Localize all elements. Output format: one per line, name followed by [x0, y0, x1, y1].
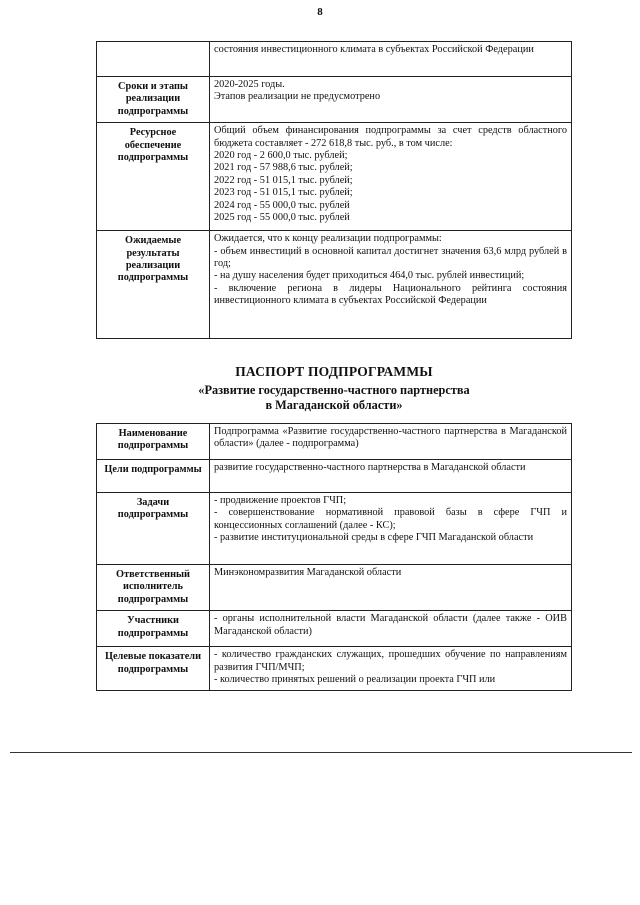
passport-heading: ПАСПОРТ ПОДПРОГРАММЫ — [235, 364, 433, 379]
passport-table-continued — [96, 41, 572, 339]
row-text-line: Этапов реализации не предусмотрено — [214, 91, 381, 103]
row-text-line: 2025 год - 55 000,0 тыс. рублей — [214, 212, 350, 224]
row-value — [210, 460, 572, 493]
table-row — [97, 424, 572, 460]
row-text-line: 2020-2025 годы. — [214, 79, 285, 90]
row-text-line: 2021 год - 57 988,6 тыс. рублей; — [214, 162, 353, 174]
row-value — [210, 42, 572, 77]
row-text-line: 2024 год - 55 000,0 тыс. рублей — [214, 199, 350, 211]
row-value — [210, 424, 572, 460]
section-title — [96, 364, 572, 412]
row-text-line: 2023 год - 51 015,1 тыс. рублей; — [214, 187, 353, 199]
table-row — [97, 611, 572, 647]
subprogram-title-line: в Магаданской области» — [265, 397, 403, 412]
row-label: Ожидаемые результаты реализации подпрограммы — [97, 231, 210, 339]
table-row — [97, 565, 572, 611]
row-text-line: Ожидается, что к концу реализации подпрограммы: — [214, 233, 442, 245]
row-label: Ответственный исполнитель подпрограммы — [97, 565, 210, 611]
row-label: Задачи подпрограммы — [97, 493, 210, 565]
row-text-line: - совершенствование нормативной правовой базы в сфере ГЧП и концессионных соглашений (далее - КС); — [214, 507, 567, 531]
row-text-line: Подпрограмма «Развитие государственно-частного партнерства в Магаданской области» (далее - подпрограмма) — [214, 426, 567, 450]
row-text-line: - продвижение проектов ГЧП; — [214, 495, 347, 506]
table-row — [97, 77, 572, 123]
passport-table — [96, 423, 572, 691]
row-value — [210, 123, 572, 231]
table-row — [97, 123, 572, 231]
row-label: Ресурсное обеспечение подпрограммы — [97, 123, 210, 231]
row-text-line: Минэкономразвития Магаданской области — [214, 567, 402, 578]
row-text-line: Общий объем финансирования подпрограммы за счет средств областного бюджета составляет - 272 618,8 тыс. руб., в том числе: — [214, 125, 567, 149]
row-value — [210, 493, 572, 565]
table-row — [97, 460, 572, 493]
row-value — [210, 611, 572, 647]
row-value — [210, 565, 572, 611]
row-text-line: - развитие институциональной среды в сфере ГЧП Магаданской области — [214, 532, 534, 544]
row-label: Целевые показатели подпрограммы — [97, 647, 210, 691]
row-text-line: - на душу населения будет приходиться 464,0 тыс. рублей инвестиций; — [214, 270, 525, 282]
row-text-line: развитие государственно-частного партнерства в Магаданской области — [214, 462, 526, 473]
row-value — [210, 77, 572, 123]
subprogram-title-line: «Развитие государственно-частного партнерства — [198, 383, 470, 397]
row-text-line: 2020 год - 2 600,0 тыс. рублей; — [214, 150, 348, 162]
row-label: Участники подпрограммы — [97, 611, 210, 647]
table-row — [97, 42, 572, 77]
table-row — [97, 493, 572, 565]
row-label: Цели подпрограммы — [97, 460, 210, 493]
row-text-line: - количество принятых решений о реализации проекта ГЧП или — [214, 674, 496, 686]
row-text-line: - количество гражданских служащих, прошедших обучение по направлениям развития ГЧП/МЧП; — [214, 649, 567, 673]
page-divider — [10, 752, 632, 753]
row-value — [210, 231, 572, 339]
row-text-line: - включение региона в лидеры Национального рейтинга состояния инвестиционного климата в субъектах Российской Федерации — [214, 282, 567, 307]
table-row — [97, 231, 572, 339]
page-number: 8 — [317, 6, 323, 18]
row-label: Наименование подпрограммы — [97, 424, 210, 460]
row-text-line: 2022 год - 51 015,1 тыс. рублей; — [214, 174, 353, 186]
row-text-line: состояния инвестиционного климата в субъектах Российской Федерации — [214, 44, 534, 55]
row-text-line: - объем инвестиций в основной капитал достигнет значения 63,6 млрд рублей в год; — [214, 245, 567, 270]
row-value — [210, 647, 572, 691]
row-label: Сроки и этапы реализации подпрограммы — [97, 77, 210, 123]
row-text-line: - органы исполнительной власти Магаданской области (далее также - ОИВ Магаданской области) — [214, 613, 567, 637]
table-row — [97, 647, 572, 691]
row-label — [97, 42, 210, 77]
